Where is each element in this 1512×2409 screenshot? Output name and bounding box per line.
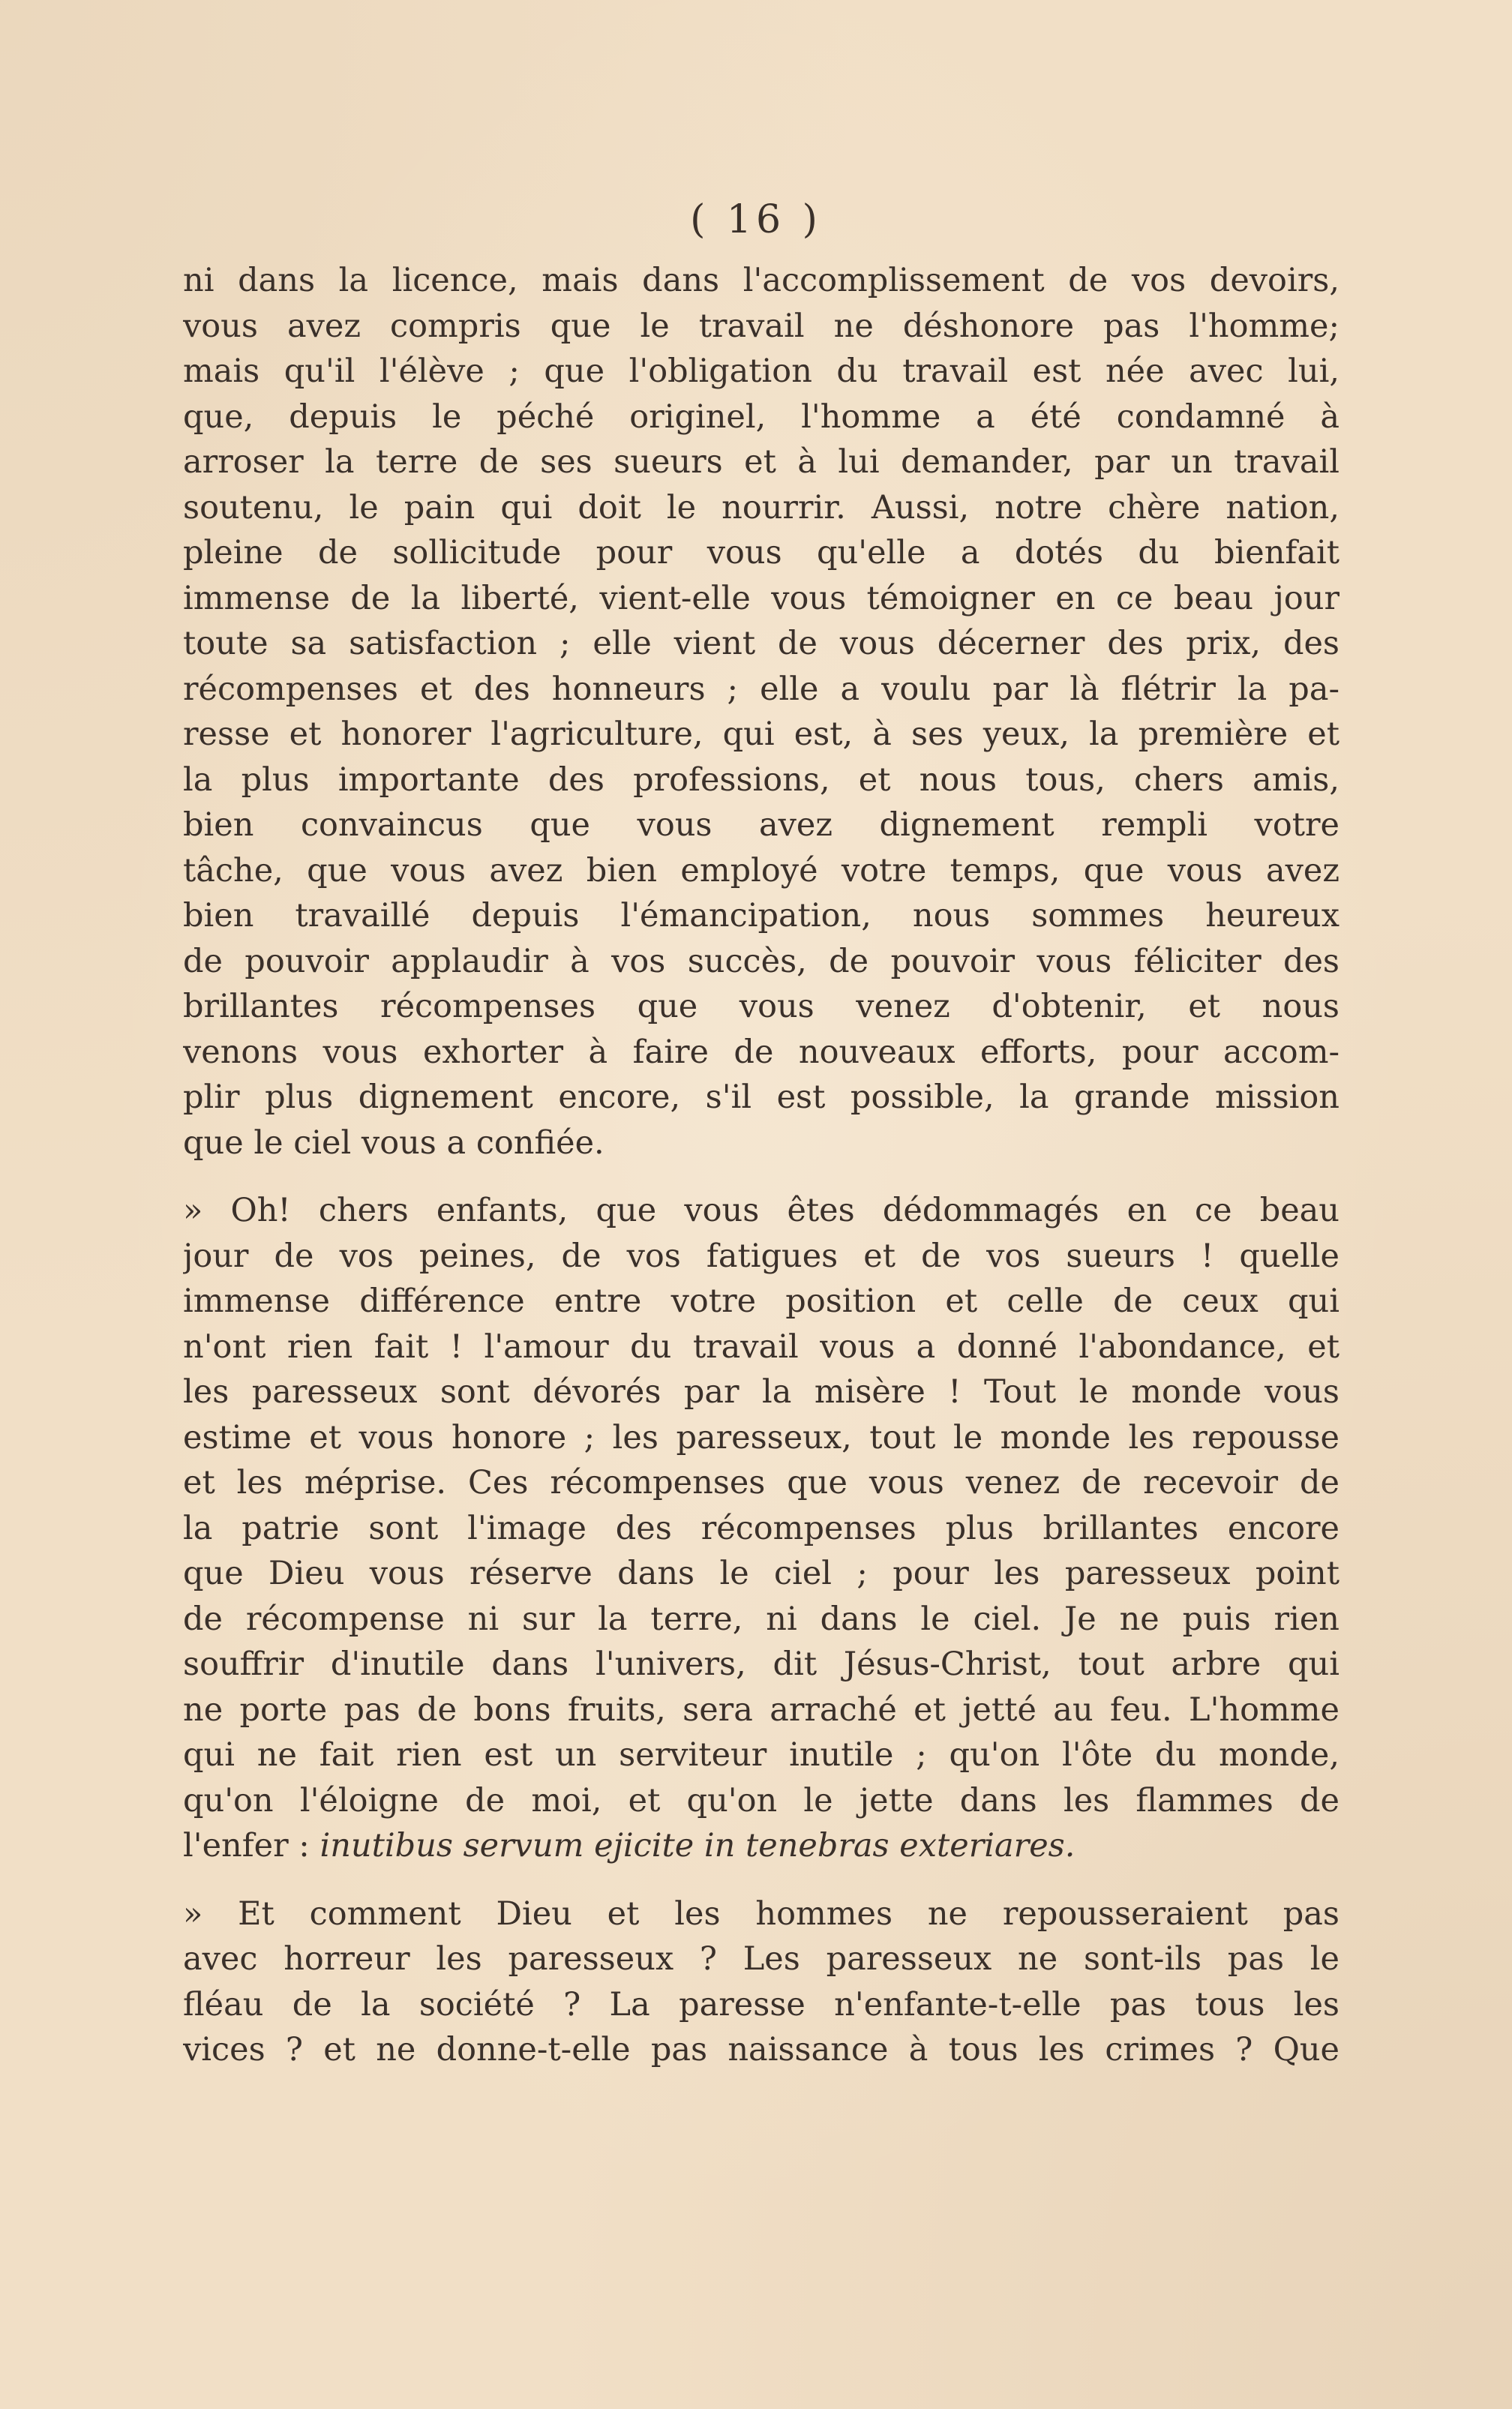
text-line: de pouvoir applaudir à vos succès, de pouvoir vous féliciter des [183, 942, 1340, 980]
text-line-with-latin-quote [183, 1823, 1340, 1869]
text-line: fléau de la société ? La paresse n'enfante-t-elle pas tous les [183, 1985, 1340, 2024]
text-line: récompenses et des honneurs ; elle a voulu par là flétrir la pa- [183, 670, 1340, 708]
body-text [183, 258, 1340, 2073]
paragraph-2 [183, 1188, 1340, 1869]
paragraph-gap [183, 1869, 1340, 1892]
text-line: venons vous exhorter à faire de nouveaux efforts, pour accom- [183, 1033, 1340, 1071]
text-line: les paresseux sont dévorés par la misère ! Tout le monde vous [183, 1373, 1340, 1411]
text-line: la patrie sont l'image des récompenses plus brillantes encore [183, 1509, 1340, 1547]
text-line: » Et comment Dieu et les hommes ne repousseraient pas [183, 1894, 1340, 1933]
line-prefix: l'enfer : [183, 1827, 320, 1864]
text-line: n'ont rien fait ! l'amour du travail vous a donné l'abondance, et [183, 1328, 1340, 1366]
text-line: qui ne fait rien est un serviteur inutile ; qu'on l'ôte du monde, [183, 1736, 1340, 1774]
text-line: estime et vous honore ; les paresseux, tout le monde les repousse [183, 1418, 1340, 1456]
text-line: vices ? et ne donne-t-elle pas naissance à tous les crimes ? Que [183, 2031, 1340, 2068]
paragraph-1 [183, 258, 1340, 1166]
text-line: avec horreur les paresseux ? Les paresseux ne sont-ils pas le [183, 1940, 1340, 1978]
text-line: soutenu, le pain qui doit le nourrir. Aussi, notre chère nation, [183, 488, 1340, 526]
text-line: brillantes récompenses que vous venez d'obtenir, et nous [183, 988, 1340, 1025]
text-line: arroser la terre de ses sueurs et à lui demander, par un travail [183, 443, 1340, 481]
paragraph-3 [183, 1892, 1340, 2073]
text-line: souffrir d'inutile dans l'univers, dit Jésus-Christ, tout arbre qui [183, 1646, 1340, 1683]
text-line: bien convaincus que vous avez dignement rempli votre [183, 806, 1340, 844]
page-number: ( 16 ) [690, 197, 822, 242]
text-line: immense différence entre votre position et celle de ceux qui [183, 1282, 1340, 1320]
latin-quotation: inutibus servum ejicite in tenebras exteriares. [320, 1827, 1076, 1864]
text-line: que Dieu vous réserve dans le ciel ; pour les paresseux point [183, 1555, 1340, 1592]
text-line: jour de vos peines, de vos fatigues et de vos sueurs ! quelle [183, 1237, 1340, 1275]
text-line: la plus importante des professions, et nous tous, chers amis, [183, 760, 1340, 799]
text-line: vous avez compris que le travail ne déshonore pas l'homme; [183, 307, 1340, 345]
paragraph-gap [183, 1166, 1340, 1188]
text-line: » Oh! chers enfants, que vous êtes dédommagés en ce beau [183, 1192, 1340, 1229]
text-line: resse et honorer l'agriculture, qui est, à ses yeux, la première et [183, 716, 1340, 753]
text-line: de récompense ni sur la terre, ni dans le ciel. Je ne puis rien [183, 1600, 1340, 1638]
text-line: pleine de sollicitude pour vous qu'elle a dotés du bienfait [183, 534, 1340, 572]
text-line: ne porte pas de bons fruits, sera arraché et jetté au feu. L'homme [183, 1690, 1340, 1729]
text-line: plir plus dignement encore, s'il est possible, la grande mission [183, 1078, 1340, 1116]
text-line: que, depuis le péché originel, l'homme a été condamné à [183, 398, 1340, 436]
text-line: mais qu'il l'élève ; que l'obligation du travail est née avec lui, [183, 352, 1340, 390]
text-line: que le ciel vous a confiée. [183, 1124, 604, 1162]
text-line: et les méprise. Ces récompenses que vous venez de recevoir de [183, 1464, 1340, 1502]
text-line: toute sa satisfaction ; elle vient de vous décerner des prix, des [183, 625, 1340, 662]
text-line: tâche, que vous avez bien employé votre temps, que vous avez [183, 851, 1340, 890]
text-line: ni dans la licence, mais dans l'accomplissement de vos devoirs, [183, 262, 1340, 299]
text-line: qu'on l'éloigne de moi, et qu'on le jette dans les flammes de [183, 1781, 1340, 1820]
text-line: immense de la liberté, vient-elle vous témoigner en ce beau jour [183, 579, 1340, 617]
text-line: bien travaillé depuis l'émancipation, nous sommes heureux [183, 897, 1340, 934]
